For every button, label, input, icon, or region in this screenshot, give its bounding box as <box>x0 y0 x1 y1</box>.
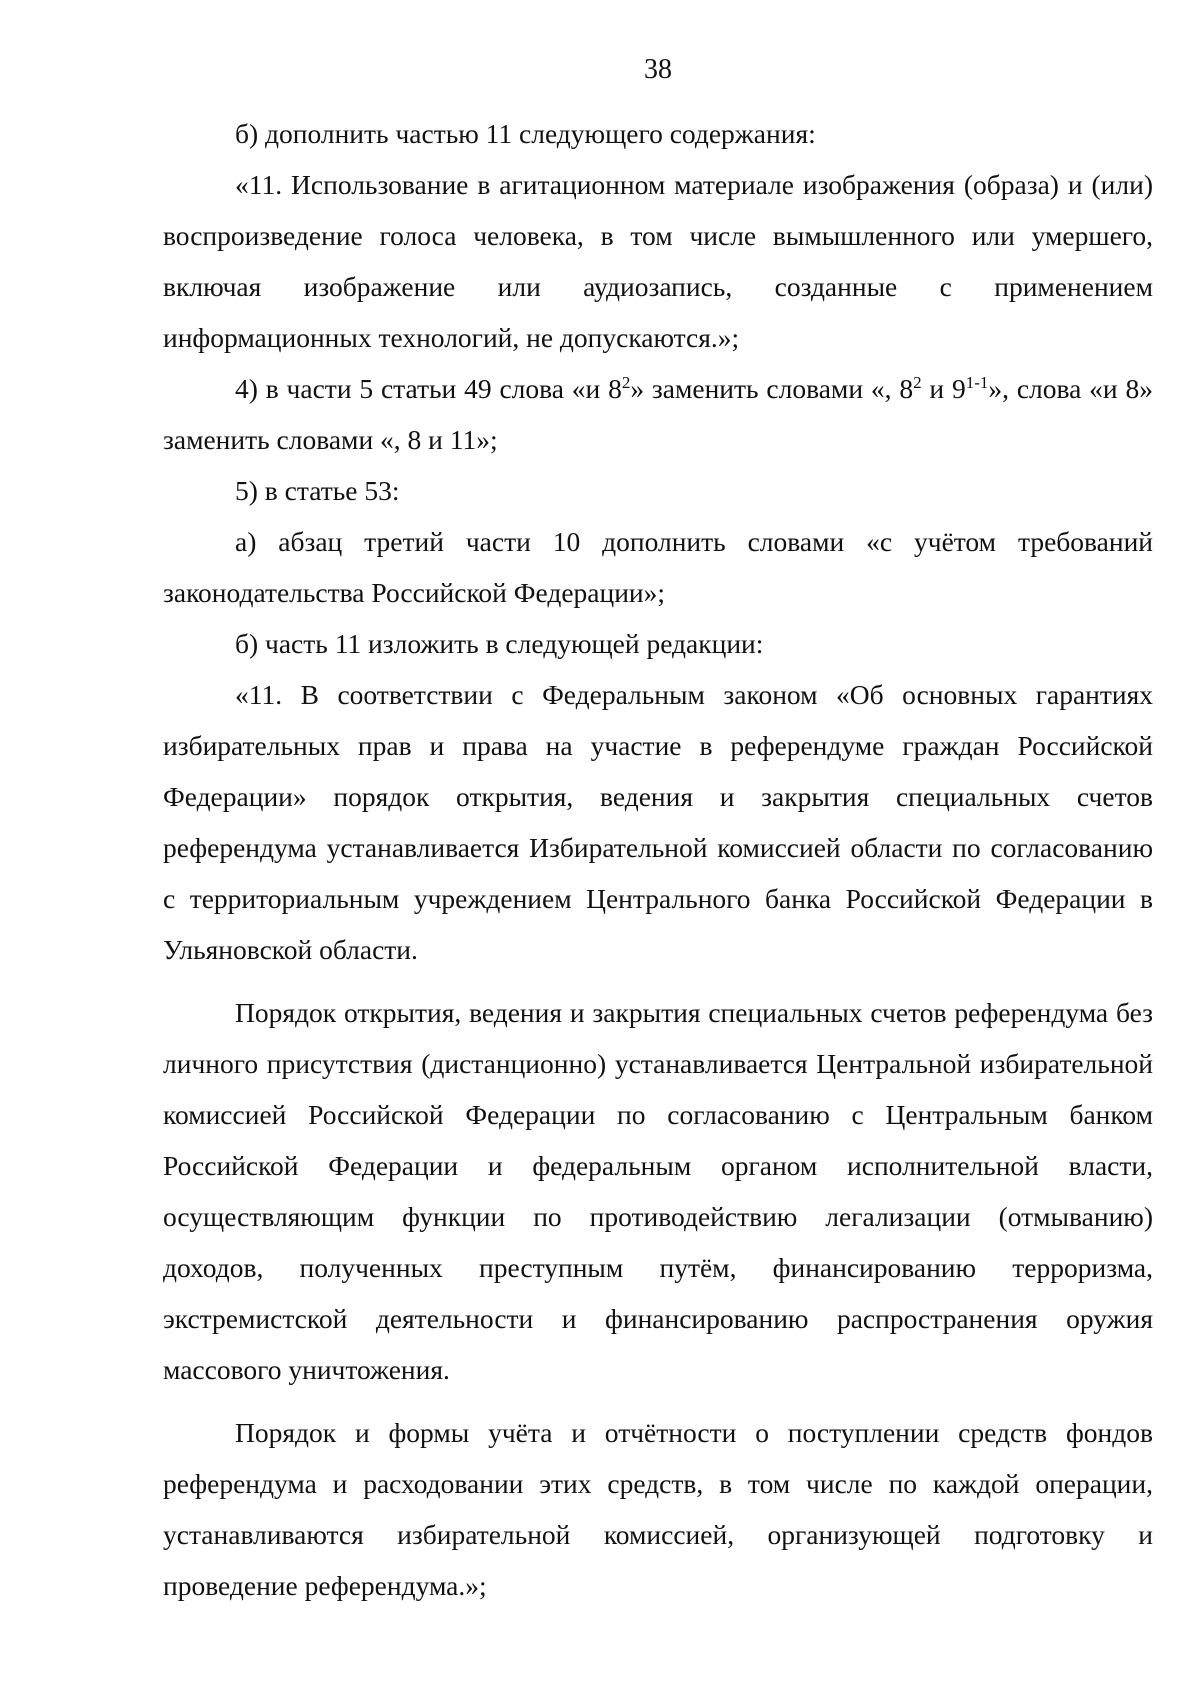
text-run: », слова «и 8» заменить словами «, 8 и 11»; <box>163 373 1153 455</box>
paragraph-item-4 <box>163 363 1153 465</box>
superscript: 1-1 <box>965 372 989 392</box>
text-run: 4) в части 5 статьи 49 слова «и 8 <box>235 373 622 404</box>
text-run: » заменить словами «, 8 <box>630 373 914 404</box>
superscript: 2 <box>913 372 922 392</box>
paragraph-item-5b: б) часть 11 изложить в следующей редакции: <box>235 628 764 659</box>
document-body <box>163 108 1153 1611</box>
paragraph-reporting: Порядок и формы учёта и отчётности о поступлении средств фондов референдума и расходовании этих средств, в том числе по каждой операции, устанавливаются избирательной комиссией, организующей подготовку и проведение референдума.»; <box>163 1417 1153 1601</box>
paragraph-remote-accounts: Порядок открытия, ведения и закрытия специальных счетов референдума без личного присутствия (дистанционно) устанавливается Центральной избирательной комиссией Российской Федерации по согласованию с Центральным банком Российской Федерации и федеральным органом исполнительной власти, осуществляющим функции по противодействию легализации (отмыванию) доходов, полученных преступным путём, финансированию терроризма, экстремистской деятельности и финансированию распространения оружия массового уничтожения. <box>163 997 1153 1385</box>
superscript: 2 <box>621 372 631 392</box>
paragraph-item-5a: а) абзац третий части 10 дополнить словами «с учётом требований законодательства Российской Федерации»; <box>163 526 1153 608</box>
paragraph-item-5: 5) в статье 53: <box>235 475 400 506</box>
paragraph-part-11-text: «11. Использование в агитационном материале изображения (образа) и (или) воспроизведение голоса человека, в том числе вымышленного или умершего, включая изображение или аудиозапись, созданные с применением информационных технологий, не допускаются.»; <box>163 169 1153 353</box>
paragraph-amend-b: б) дополнить частью 11 следующего содержания: <box>235 118 816 149</box>
text-run: и 9 <box>921 373 966 404</box>
page-number: 38 <box>644 54 672 85</box>
paragraph-new-part-11: «11. В соответствии с Федеральным законом «Об основных гарантиях избирательных прав и права на участие в референдуме граждан Российской Федерации» порядок открытия, ведения и закрытия специальных счетов референдума устанавливается Избирательной комиссией области по согласованию с территориальным учреждением Центрального банка Российской Федерации в Ульяновской области. <box>163 679 1153 965</box>
